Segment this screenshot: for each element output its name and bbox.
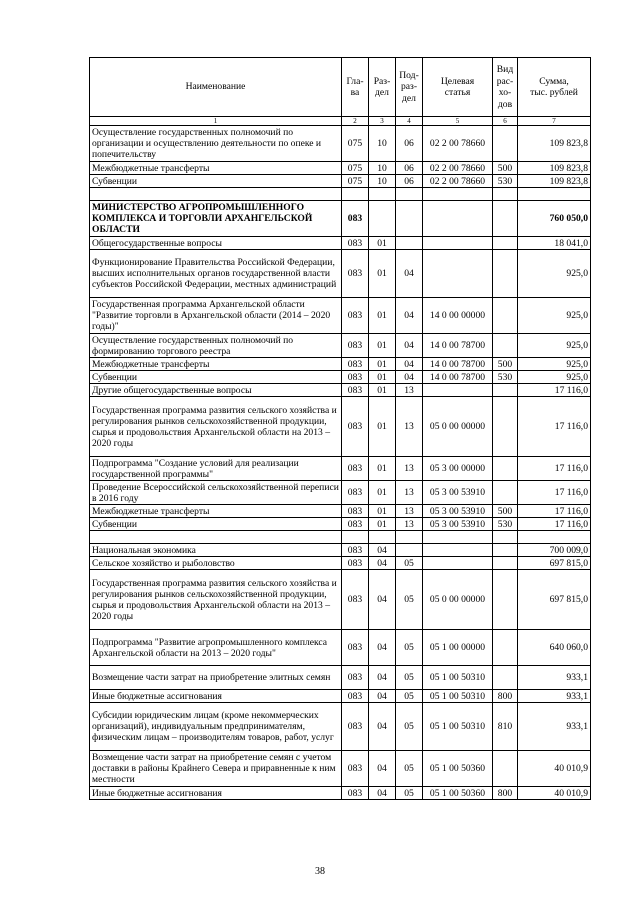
row-expense-type-cell — [493, 237, 518, 250]
row-expense-type-cell: 500 — [493, 162, 518, 175]
row-subsection-cell — [396, 188, 423, 201]
row-chapter-cell: 083 — [342, 666, 369, 690]
row-amount-cell: 18 041,0 — [518, 237, 591, 250]
row-subsection-cell: 06 — [396, 162, 423, 175]
table-row — [90, 358, 591, 371]
row-amount-cell: 17 116,0 — [518, 518, 591, 531]
page-number: 38 — [315, 866, 325, 877]
row-chapter-cell: 083 — [342, 371, 369, 384]
row-amount-cell: 697 815,0 — [518, 570, 591, 630]
header-chapter: Гла- ва — [342, 58, 369, 117]
row-section-cell: 04 — [369, 690, 396, 703]
row-section-cell: 10 — [369, 162, 396, 175]
row-expense-type-cell — [493, 188, 518, 201]
table-row — [90, 126, 591, 162]
row-expense-type-cell — [493, 751, 518, 787]
table-body — [90, 126, 591, 800]
row-subsection-cell: 13 — [396, 457, 423, 481]
row-name-cell: Сельское хозяйство и рыболовство — [90, 557, 342, 570]
row-amount-cell: 109 823,8 — [518, 126, 591, 162]
row-chapter-cell: 083 — [342, 544, 369, 557]
table-row — [90, 666, 591, 690]
row-subsection-cell: 05 — [396, 570, 423, 630]
row-chapter-cell: 083 — [342, 518, 369, 531]
row-subsection-cell: 04 — [396, 298, 423, 334]
row-subsection-cell — [396, 237, 423, 250]
row-expense-type-cell — [493, 544, 518, 557]
row-subsection-cell: 13 — [396, 518, 423, 531]
row-name-cell: Субсидии юридическим лицам (кроме некоммерческих организаций), индивидуальным предпринимателям, физическим лицам – производителям товаров, работ, услуг — [90, 703, 342, 751]
row-target-cell: 14 0 00 78700 — [423, 334, 493, 358]
row-target-cell — [423, 201, 493, 237]
row-name-cell: Государственная программа Архангельской области "Развитие торговли в Архангельской области (2014 – 2020 годы)" — [90, 298, 342, 334]
row-expense-type-cell — [493, 397, 518, 457]
row-name-cell: Субвенции — [90, 371, 342, 384]
row-section-cell — [369, 531, 396, 544]
row-subsection-cell: 05 — [396, 787, 423, 800]
row-amount-cell — [518, 188, 591, 201]
header-amount: Сумма, тыс. рублей — [518, 58, 591, 117]
row-amount-cell: 760 050,0 — [518, 201, 591, 237]
header-row — [90, 58, 591, 117]
row-subsection-cell: 04 — [396, 358, 423, 371]
row-section-cell: 01 — [369, 237, 396, 250]
row-expense-type-cell — [493, 666, 518, 690]
row-name-cell: Общегосударственные вопросы — [90, 237, 342, 250]
table-row — [90, 334, 591, 358]
row-expense-type-cell — [493, 570, 518, 630]
header-subsection: Под- раз- дел — [396, 58, 423, 117]
row-amount-cell: 109 823,8 — [518, 162, 591, 175]
row-chapter-cell: 083 — [342, 201, 369, 237]
row-subsection-cell: 13 — [396, 505, 423, 518]
row-chapter-cell: 083 — [342, 384, 369, 397]
row-name-cell: МИНИСТЕРСТВО АГРОПРОМЫШЛЕННОГО КОМПЛЕКСА И ТОРГОВЛИ АРХАНГЕЛЬСКОЙ ОБЛАСТИ — [90, 201, 342, 237]
row-section-cell: 04 — [369, 751, 396, 787]
row-amount-cell: 40 010,9 — [518, 751, 591, 787]
table-row — [90, 250, 591, 298]
row-chapter-cell: 083 — [342, 298, 369, 334]
row-name-cell: Осуществление государственных полномочий по формированию торгового реестра — [90, 334, 342, 358]
row-amount-cell: 925,0 — [518, 298, 591, 334]
row-amount-cell: 17 116,0 — [518, 481, 591, 505]
row-chapter-cell — [342, 531, 369, 544]
row-chapter-cell: 083 — [342, 570, 369, 630]
row-amount-cell: 109 823,8 — [518, 175, 591, 188]
row-name-cell — [90, 188, 342, 201]
row-section-cell: 01 — [369, 481, 396, 505]
row-section-cell: 04 — [369, 630, 396, 666]
row-section-cell — [369, 188, 396, 201]
table-row — [90, 557, 591, 570]
row-expense-type-cell — [493, 481, 518, 505]
row-name-cell: Межбюджетные трансферты — [90, 505, 342, 518]
row-name-cell: Субвенции — [90, 175, 342, 188]
row-expense-type-cell — [493, 201, 518, 237]
table-row — [90, 505, 591, 518]
row-name-cell: Межбюджетные трансферты — [90, 162, 342, 175]
row-chapter-cell: 083 — [342, 397, 369, 457]
row-amount-cell: 17 116,0 — [518, 384, 591, 397]
row-target-cell — [423, 557, 493, 570]
row-amount-cell: 17 116,0 — [518, 397, 591, 457]
row-expense-type-cell: 500 — [493, 505, 518, 518]
row-section-cell: 04 — [369, 570, 396, 630]
row-subsection-cell: 04 — [396, 250, 423, 298]
row-chapter-cell: 083 — [342, 250, 369, 298]
row-amount-cell: 925,0 — [518, 250, 591, 298]
table-row — [90, 397, 591, 457]
row-section-cell: 01 — [369, 298, 396, 334]
table-row — [90, 371, 591, 384]
row-expense-type-cell — [493, 457, 518, 481]
row-section-cell: 04 — [369, 787, 396, 800]
row-amount-cell: 925,0 — [518, 371, 591, 384]
row-subsection-cell: 05 — [396, 630, 423, 666]
row-name-cell: Иные бюджетные ассигнования — [90, 787, 342, 800]
row-expense-type-cell — [493, 126, 518, 162]
row-subsection-cell: 05 — [396, 690, 423, 703]
row-expense-type-cell: 530 — [493, 371, 518, 384]
row-amount-cell: 697 815,0 — [518, 557, 591, 570]
row-name-cell: Возмещение части затрат на приобретение элитных семян — [90, 666, 342, 690]
table-row — [90, 162, 591, 175]
row-section-cell: 01 — [369, 371, 396, 384]
column-number: 5 — [423, 117, 493, 126]
row-target-cell: 02 2 00 78660 — [423, 126, 493, 162]
row-amount-cell: 933,1 — [518, 703, 591, 751]
row-name-cell: Государственная программа развития сельского хозяйства и регулирования рынков сельскохозяйственной продукции, сырья и продовольствия Архангельской области на 2013 – 2020 годы — [90, 397, 342, 457]
row-name-cell: Иные бюджетные ассигнования — [90, 690, 342, 703]
table-row — [90, 703, 591, 751]
row-subsection-cell — [396, 201, 423, 237]
row-expense-type-cell: 530 — [493, 175, 518, 188]
table-row — [90, 630, 591, 666]
row-name-cell: Проведение Всероссийской сельскохозяйственной переписи в 2016 году — [90, 481, 342, 505]
row-section-cell: 04 — [369, 544, 396, 557]
row-chapter-cell: 083 — [342, 787, 369, 800]
row-name-cell: Подпрограмма "Развитие агропромышленного комплекса Архангельской области на 2013 – 2020 годы" — [90, 630, 342, 666]
table-row — [90, 175, 591, 188]
row-amount-cell: 700 009,0 — [518, 544, 591, 557]
column-number: 2 — [342, 117, 369, 126]
row-target-cell — [423, 531, 493, 544]
row-section-cell: 01 — [369, 384, 396, 397]
column-number: 7 — [518, 117, 591, 126]
row-section-cell: 01 — [369, 250, 396, 298]
row-chapter-cell — [342, 188, 369, 201]
row-chapter-cell: 083 — [342, 690, 369, 703]
row-target-cell: 05 1 00 00000 — [423, 630, 493, 666]
row-chapter-cell: 083 — [342, 358, 369, 371]
header-expense-type: Вид рас- хо- дов — [493, 58, 518, 117]
header-section: Раз- дел — [369, 58, 396, 117]
row-expense-type-cell: 530 — [493, 518, 518, 531]
column-number: 6 — [493, 117, 518, 126]
row-target-cell: 05 1 00 50360 — [423, 751, 493, 787]
table-row — [90, 690, 591, 703]
table-row — [90, 518, 591, 531]
row-expense-type-cell — [493, 384, 518, 397]
row-subsection-cell: 05 — [396, 703, 423, 751]
table-row — [90, 570, 591, 630]
row-section-cell: 10 — [369, 175, 396, 188]
column-number: 1 — [90, 117, 342, 126]
row-expense-type-cell: 500 — [493, 358, 518, 371]
row-section-cell: 01 — [369, 397, 396, 457]
row-subsection-cell: 04 — [396, 334, 423, 358]
row-amount-cell — [518, 531, 591, 544]
row-chapter-cell: 075 — [342, 126, 369, 162]
row-name-cell: Другие общегосударственные вопросы — [90, 384, 342, 397]
row-subsection-cell: 05 — [396, 751, 423, 787]
row-section-cell: 01 — [369, 505, 396, 518]
row-expense-type-cell: 810 — [493, 703, 518, 751]
column-number-row — [90, 117, 591, 126]
header-target: Целевая статья — [423, 58, 493, 117]
row-amount-cell: 925,0 — [518, 358, 591, 371]
row-section-cell: 01 — [369, 518, 396, 531]
row-section-cell: 01 — [369, 457, 396, 481]
row-amount-cell: 640 060,0 — [518, 630, 591, 666]
row-subsection-cell: 06 — [396, 175, 423, 188]
table-row — [90, 237, 591, 250]
row-name-cell: Подпрограмма "Создание условий для реализации государственной программы" — [90, 457, 342, 481]
row-section-cell: 10 — [369, 126, 396, 162]
row-name-cell: Субвенции — [90, 518, 342, 531]
row-subsection-cell: 06 — [396, 126, 423, 162]
row-target-cell: 05 1 00 50310 — [423, 703, 493, 751]
row-target-cell — [423, 250, 493, 298]
row-target-cell: 05 3 00 53910 — [423, 481, 493, 505]
row-subsection-cell: 04 — [396, 371, 423, 384]
row-target-cell: 05 3 00 53910 — [423, 518, 493, 531]
row-target-cell: 14 0 00 78700 — [423, 371, 493, 384]
row-chapter-cell: 083 — [342, 557, 369, 570]
row-subsection-cell: 05 — [396, 666, 423, 690]
row-section-cell: 04 — [369, 666, 396, 690]
row-expense-type-cell — [493, 298, 518, 334]
row-subsection-cell — [396, 531, 423, 544]
row-target-cell: 05 3 00 53910 — [423, 505, 493, 518]
row-section-cell: 01 — [369, 334, 396, 358]
row-section-cell — [369, 201, 396, 237]
row-subsection-cell: 13 — [396, 481, 423, 505]
row-subsection-cell: 13 — [396, 384, 423, 397]
row-target-cell: 05 0 00 00000 — [423, 397, 493, 457]
row-target-cell: 05 1 00 50360 — [423, 787, 493, 800]
row-target-cell — [423, 544, 493, 557]
row-expense-type-cell — [493, 250, 518, 298]
row-target-cell: 05 1 00 50310 — [423, 690, 493, 703]
row-name-cell: Функционирование Правительства Российской Федерации, высших исполнительных органов государственной власти субъектов Российской Федерации, местных администраций — [90, 250, 342, 298]
row-amount-cell: 933,1 — [518, 690, 591, 703]
row-chapter-cell: 083 — [342, 751, 369, 787]
row-chapter-cell: 083 — [342, 481, 369, 505]
row-target-cell: 05 1 00 50310 — [423, 666, 493, 690]
row-section-cell: 01 — [369, 358, 396, 371]
row-chapter-cell: 075 — [342, 162, 369, 175]
row-name-cell: Государственная программа развития сельского хозяйства и регулирования рынков сельскохозяйственной продукции, сырья и продовольствия Архангельской области на 2013 – 2020 годы — [90, 570, 342, 630]
row-name-cell — [90, 531, 342, 544]
row-name-cell: Национальная экономика — [90, 544, 342, 557]
row-subsection-cell — [396, 544, 423, 557]
column-number: 4 — [396, 117, 423, 126]
table-row — [90, 787, 591, 800]
row-subsection-cell: 05 — [396, 557, 423, 570]
row-subsection-cell: 13 — [396, 397, 423, 457]
table-row — [90, 457, 591, 481]
header-name: Наименование — [90, 58, 342, 117]
row-target-cell: 05 3 00 00000 — [423, 457, 493, 481]
row-expense-type-cell — [493, 557, 518, 570]
row-target-cell — [423, 384, 493, 397]
row-chapter-cell: 083 — [342, 334, 369, 358]
row-name-cell: Возмещение части затрат на приобретение семян с учетом доставки в районы Крайнего Севера и приравненные к ним местности — [90, 751, 342, 787]
row-name-cell: Межбюджетные трансферты — [90, 358, 342, 371]
row-chapter-cell: 083 — [342, 630, 369, 666]
row-chapter-cell: 083 — [342, 703, 369, 751]
column-number: 3 — [369, 117, 396, 126]
row-amount-cell: 933,1 — [518, 666, 591, 690]
row-chapter-cell: 083 — [342, 457, 369, 481]
row-chapter-cell: 075 — [342, 175, 369, 188]
row-target-cell: 14 0 00 78700 — [423, 358, 493, 371]
table-row — [90, 201, 591, 237]
row-chapter-cell: 083 — [342, 237, 369, 250]
row-name-cell: Осуществление государственных полномочий по организации и осуществлению деятельности по опеке и попечительству — [90, 126, 342, 162]
row-expense-type-cell — [493, 334, 518, 358]
row-expense-type-cell: 800 — [493, 690, 518, 703]
row-target-cell: 02 2 00 78660 — [423, 175, 493, 188]
row-section-cell: 04 — [369, 703, 396, 751]
table-row — [90, 298, 591, 334]
row-target-cell: 14 0 00 00000 — [423, 298, 493, 334]
row-target-cell: 05 0 00 00000 — [423, 570, 493, 630]
row-amount-cell: 40 010,9 — [518, 787, 591, 800]
row-expense-type-cell: 800 — [493, 787, 518, 800]
row-amount-cell: 925,0 — [518, 334, 591, 358]
spacer-row — [90, 188, 591, 201]
row-section-cell: 04 — [369, 557, 396, 570]
table-row — [90, 384, 591, 397]
table-row — [90, 544, 591, 557]
table-row — [90, 481, 591, 505]
budget-table — [89, 57, 591, 800]
row-expense-type-cell — [493, 630, 518, 666]
row-amount-cell: 17 116,0 — [518, 457, 591, 481]
row-amount-cell: 17 116,0 — [518, 505, 591, 518]
row-target-cell: 02 2 00 78660 — [423, 162, 493, 175]
row-target-cell — [423, 237, 493, 250]
table-row — [90, 751, 591, 787]
row-expense-type-cell — [493, 531, 518, 544]
row-chapter-cell: 083 — [342, 505, 369, 518]
row-target-cell — [423, 188, 493, 201]
spacer-row — [90, 531, 591, 544]
